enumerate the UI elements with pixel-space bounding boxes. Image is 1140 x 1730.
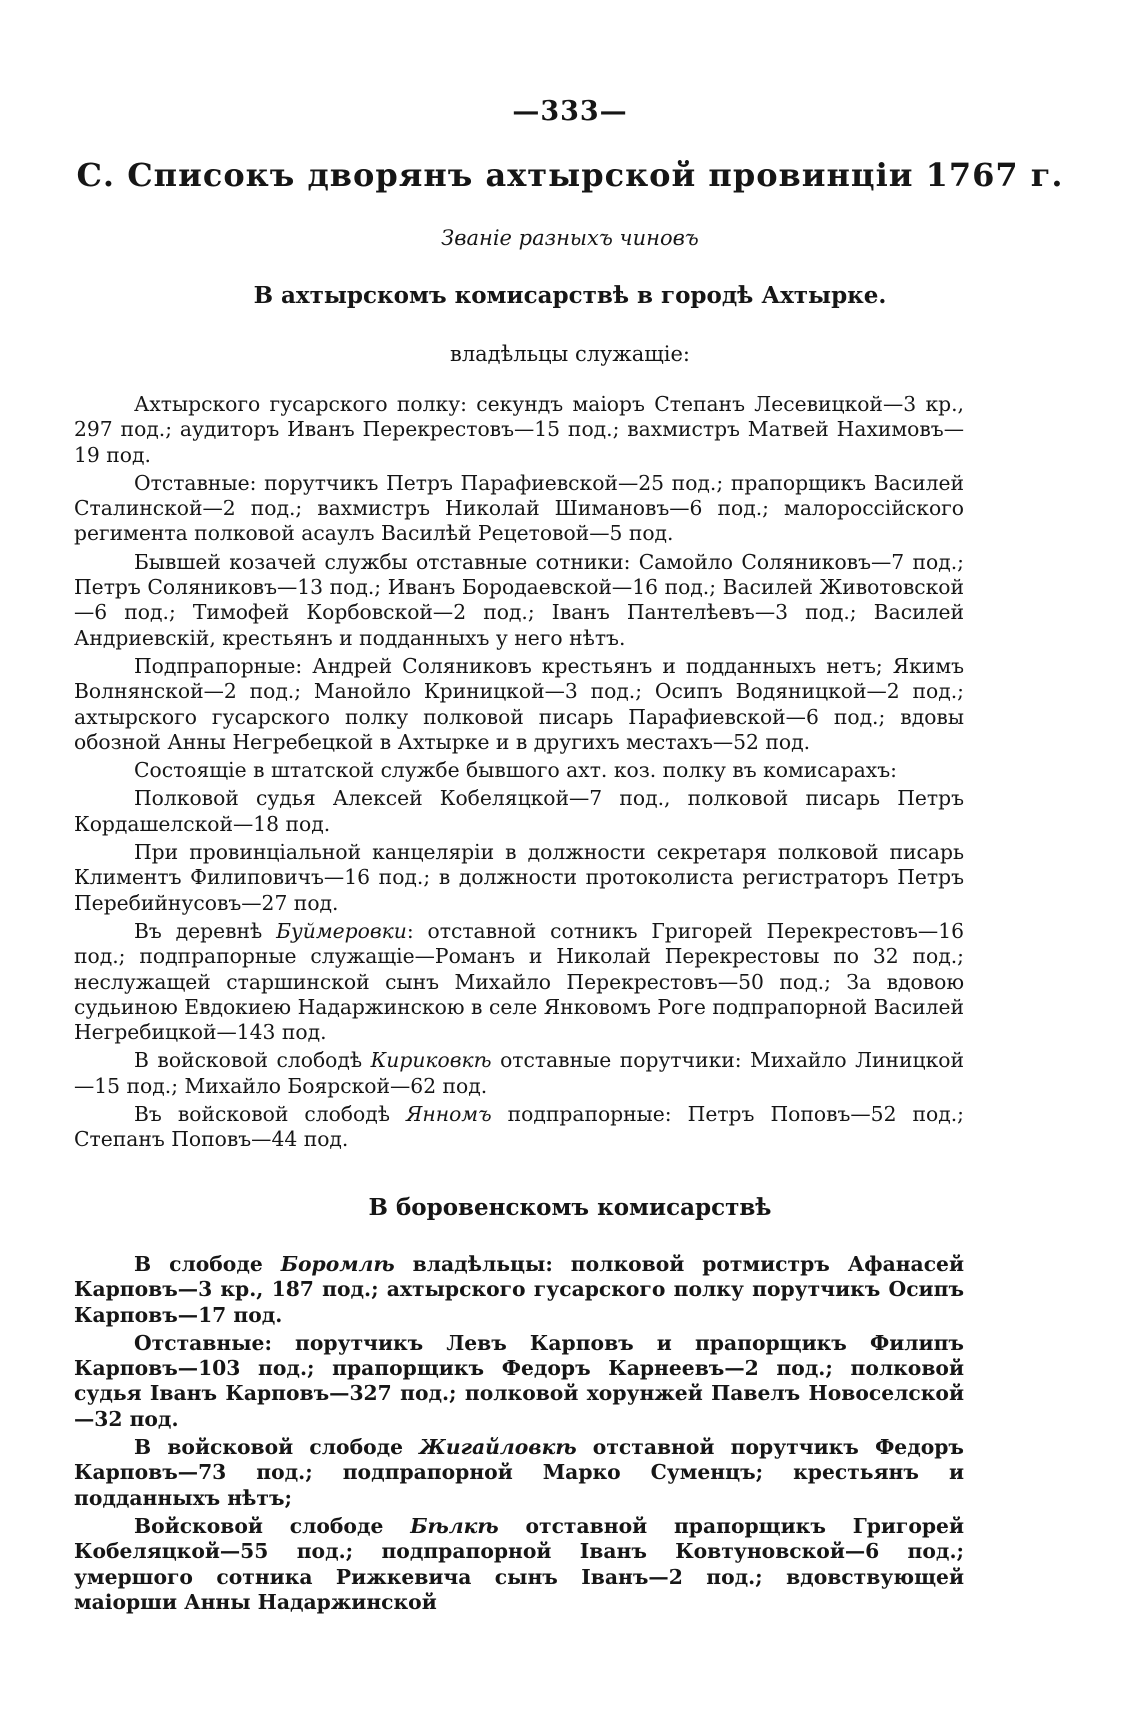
section-heading-akhtyrka: В ахтырскомъ комисарствѣ в городѣ Ахтырке. bbox=[253, 282, 887, 309]
paragraph: Бывшей козачей службы отставные сотники: Самойло Соляниковъ—7 под.; Петръ Соляниковъ—13 под.; Иванъ Бородаевской—16 под.; Василей Животовской—6 под.; Тимофей Корбовской—2 под.; Іванъ Пантелѣевъ—3 под.; Василей Андриевскій, крестьянъ и подданныхъ у него нѣтъ. bbox=[74, 549, 964, 650]
text-run: отставной прапорщикъ Григорей Кобеляцкой—55 под.; подпрапорной Іванъ Ковтуновской—6 под.; умершого сотника Рижкевича сынъ Іванъ—2 под.; вдовствующей маіорши Анны Надаржинской bbox=[74, 1513, 965, 1614]
page-subtitle: Званіе разныхъ чиновъ bbox=[441, 226, 699, 250]
paragraph bbox=[74, 1252, 964, 1328]
paragraph bbox=[74, 1102, 964, 1153]
place-name: Янномъ bbox=[405, 1102, 492, 1127]
page-number: —333— bbox=[512, 96, 628, 127]
paragraph bbox=[74, 1435, 964, 1511]
text-run: В войсковой слободѣ bbox=[134, 1048, 371, 1073]
text-run: В войсковой слободе bbox=[134, 1435, 420, 1460]
text-run: Въ деревнѣ bbox=[134, 918, 277, 943]
text-run: владѣльцы: полковой ротмистръ Афанасей Карповъ—3 кр., 187 под.; ахтырского гусарского полку порутчикъ Осипъ Карповъ—17 под. bbox=[74, 1252, 964, 1327]
text-run: подпрапорные: Петръ Поповъ—52 под.; Степанъ Поповъ—44 под. bbox=[74, 1102, 964, 1152]
text-run: Въ войсковой слободѣ bbox=[134, 1102, 406, 1127]
section-body-akhtyrka bbox=[74, 392, 964, 1156]
text-run: отставные порутчики: Михайло Линицкой—15 под.; Михайло Боярской—62 под. bbox=[74, 1048, 964, 1098]
text-run: В слободе bbox=[134, 1252, 281, 1276]
place-name: Боромлѣ bbox=[280, 1252, 395, 1276]
section-body-borovensk bbox=[74, 1252, 964, 1618]
paragraph bbox=[74, 1048, 964, 1099]
paragraph bbox=[74, 919, 964, 1045]
text-run: : отставной сотникъ Григорей Перекрестовъ—16 под.; подпрапорные служащіе—Романъ и Николай Перекрестовы по 32 под.; неслужащей старшинской сынъ Михайло Перекрестовъ—50 под.; За вдовою судьиною Евдокиею Надаржинскою в селе Янковомъ Роге подпрапорной Василей Негребицкой—143 под. bbox=[74, 918, 965, 1045]
place-name: Бѣлкѣ bbox=[410, 1513, 499, 1538]
place-name: Жигайловкѣ bbox=[419, 1435, 577, 1460]
text-run: отставной порутчикъ Федоръ Карповъ—73 под.; подпрапорной Марко Суменцъ; крестьянъ и подданныхъ нѣтъ; bbox=[74, 1435, 964, 1510]
paragraph: При провинціальной канцеляріи в должности секретаря полковой писарь Климентъ Филиповичъ—16 под.; в должности протоколиста регистраторъ Петръ Перебийнусовъ—27 под. bbox=[74, 840, 964, 915]
paragraph: Отставные: порутчикъ Левъ Карповъ и прапорщикъ Филипъ Карповъ—103 под.; прапорщикъ Федоръ Карнеевъ—2 под.; полковой судья Іванъ Карповъ—327 под.; полковой хорунжей Павелъ Новоселской—32 под. bbox=[74, 1330, 964, 1431]
paragraph: Отставные: порутчикъ Петръ Парафиевской—25 под.; прапорщикъ Василей Сталинской—2 под.; вахмистръ Николай Шимановъ—6 под.; малороссійского регимента полковой асаулъ Василѣй Рецетовой—5 под. bbox=[74, 470, 964, 546]
section-subheading: владѣльцы служащіе: bbox=[450, 342, 690, 366]
page-title: С. Списокъ дворянъ ахтырской провинціи 1767 г. bbox=[76, 156, 1064, 194]
text-run: Войсковой слободе bbox=[134, 1513, 411, 1538]
paragraph: Подпрапорные: Андрей Соляниковъ крестьянъ и подданныхъ нетъ; Якимъ Волнянской—2 под.; Манойло Криницкой—3 под.; Осипъ Водяницкой—2 под.; ахтырского гусарского полку полковой писарь Парафиевской—6 под.; вдовы обозной Анны Негребецкой в Ахтырке и в другихъ местахъ—52 под. bbox=[74, 653, 964, 754]
paragraph: Ахтырского гусарского полку: секундъ маіоръ Степанъ Лесевицкой—3 кр., 297 под.; аудиторъ Иванъ Перекрестовъ—15 под.; вахмистръ Матвей Нахимовъ—19 под. bbox=[74, 392, 964, 467]
paragraph: Состоящіе в штатской службе бывшого ахт. коз. полку въ комисарахъ: bbox=[134, 758, 897, 783]
place-name: Буймеровки bbox=[276, 918, 407, 943]
paragraph bbox=[74, 1514, 964, 1615]
paragraph: Полковой судья Алексей Кобеляцкой—7 под., полковой писарь Петръ Кордашелской—18 под. bbox=[74, 786, 964, 836]
section-heading-borovensk: В боровенскомъ комисарствѣ bbox=[368, 1194, 772, 1221]
place-name: Кириковкѣ bbox=[370, 1048, 492, 1073]
